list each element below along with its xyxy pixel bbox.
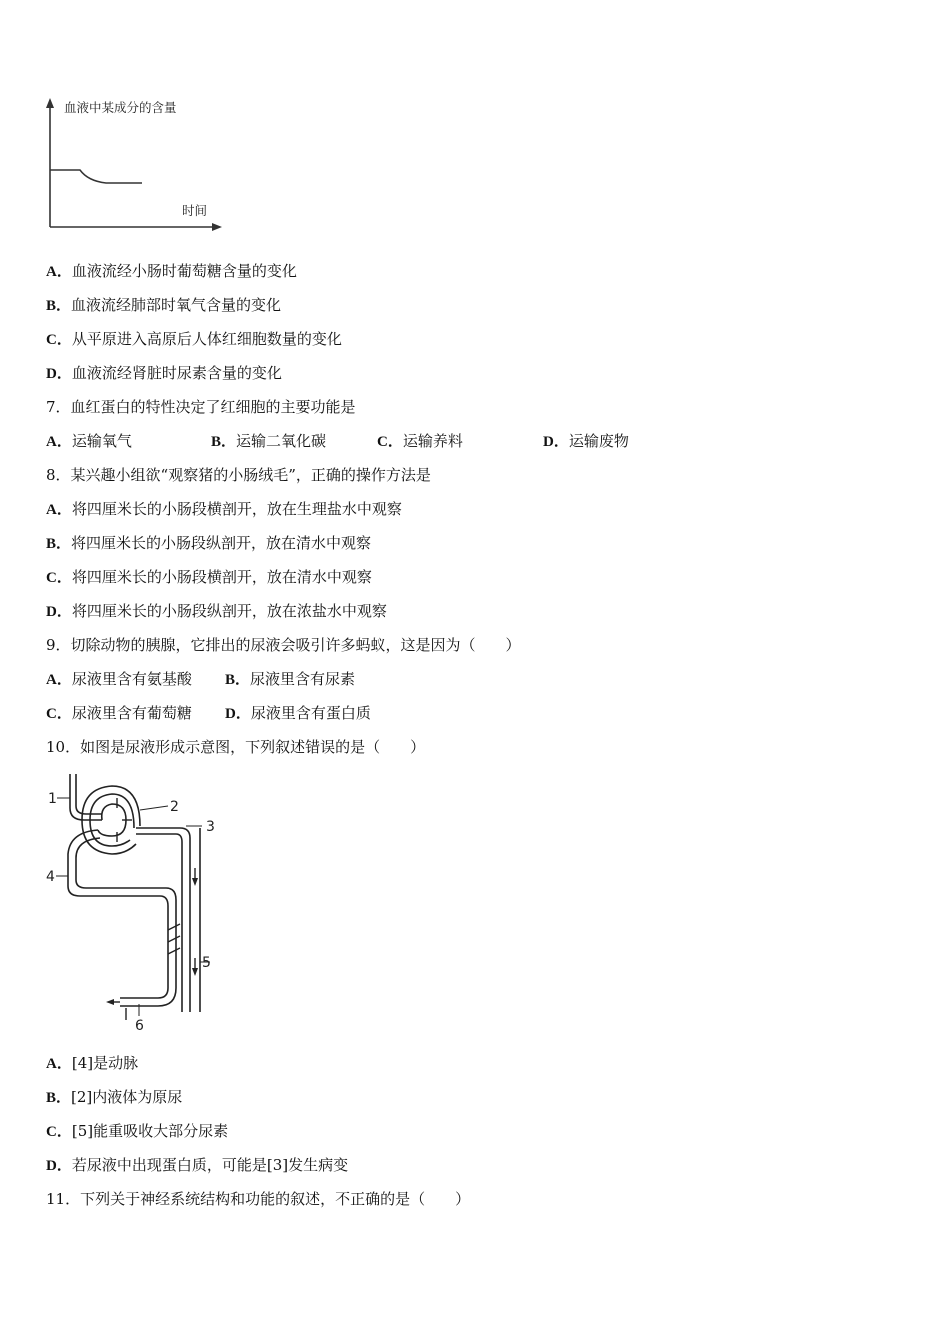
y-axis-arrow xyxy=(46,98,54,108)
content-time-graph xyxy=(36,95,226,235)
diagram-label-2: 2 xyxy=(170,799,179,815)
diagram-label-4: 4 xyxy=(46,869,55,885)
q6-option-a[interactable]: A．血液流经小肠时葡萄糖含量的变化 xyxy=(46,262,297,280)
q10-option-c[interactable]: C．[5]能重吸收大部分尿素 xyxy=(46,1122,229,1140)
capillary-network-inner xyxy=(76,838,176,1006)
glomerulus xyxy=(98,804,126,836)
q8-option-c[interactable]: C．将四厘米长的小肠段横剖开，放在清水中观察 xyxy=(46,568,372,586)
q9-option-b[interactable]: B．尿液里含有尿素 xyxy=(225,670,356,688)
x-axis-label: 时间 xyxy=(182,203,208,218)
diagram-label-3: 3 xyxy=(206,819,215,835)
y-axis-label: 血液中某成分的含量 xyxy=(64,100,177,115)
q7-stem: 7．血红蛋白的特性决定了红细胞的主要功能是 xyxy=(46,398,356,416)
q9-option-d[interactable]: D．尿液里含有蛋白质 xyxy=(225,704,371,722)
q8-option-b[interactable]: B．将四厘米长的小肠段纵剖开，放在清水中观察 xyxy=(46,534,372,552)
diagram-label-1: 1 xyxy=(48,791,57,807)
q7-option-d[interactable]: D．运输废物 xyxy=(543,432,629,450)
q8-option-d[interactable]: D．将四厘米长的小肠段纵剖开，放在浓盐水中观察 xyxy=(46,602,387,620)
q6-option-c[interactable]: C．从平原进入高原后人体红细胞数量的变化 xyxy=(46,330,342,348)
q9-stem: 9．切除动物的胰腺，它排出的尿液会吸引许多蚂蚁，这是因为（ ） xyxy=(46,636,521,654)
q7-option-a[interactable]: A．运输氧气 xyxy=(46,432,132,450)
q8-stem: 8．某兴趣小组欲“观察猪的小肠绒毛”，正确的操作方法是 xyxy=(46,466,431,484)
flow-arrow-duct xyxy=(192,968,198,976)
flow-arrow-out xyxy=(106,999,114,1005)
diagram-label-6: 6 xyxy=(135,1018,144,1034)
q9-option-c[interactable]: C．尿液里含有葡萄糖 xyxy=(46,704,192,722)
flow-arrow-tubule xyxy=(192,878,198,886)
q6-option-b[interactable]: B．血液流经肺部时氧气含量的变化 xyxy=(46,296,282,314)
q9-option-a[interactable]: A．尿液里含有氨基酸 xyxy=(46,670,192,688)
content-curve xyxy=(50,170,142,183)
q10-stem: 10．如图是尿液形成示意图，下列叙述错误的是（ ） xyxy=(46,738,426,756)
q10-option-a[interactable]: A．[4]是动脉 xyxy=(46,1054,139,1072)
capillary-network xyxy=(68,830,168,998)
q10-option-d[interactable]: D．若尿液中出现蛋白质，可能是[3]发生病变 xyxy=(46,1156,349,1174)
x-axis-arrow xyxy=(212,223,222,231)
q11-stem: 11．下列关于神经系统结构和功能的叙述，不正确的是（ ） xyxy=(46,1190,471,1208)
urine-formation-diagram xyxy=(40,768,225,1036)
renal-tubule-inner xyxy=(136,834,182,1012)
q7-option-b[interactable]: B．运输二氧化碳 xyxy=(211,432,327,450)
q6-option-d[interactable]: D．血液流经肾脏时尿素含量的变化 xyxy=(46,364,282,382)
q7-option-c[interactable]: C．运输养料 xyxy=(377,432,463,450)
afferent-arteriole xyxy=(70,774,102,820)
q8-option-a[interactable]: A．将四厘米长的小肠段横剖开，放在生理盐水中观察 xyxy=(46,500,402,518)
q10-option-b[interactable]: B．[2]内液体为原尿 xyxy=(46,1088,183,1106)
afferent-arteriole-inner xyxy=(76,774,102,814)
diagram-label-5: 5 xyxy=(202,955,211,971)
